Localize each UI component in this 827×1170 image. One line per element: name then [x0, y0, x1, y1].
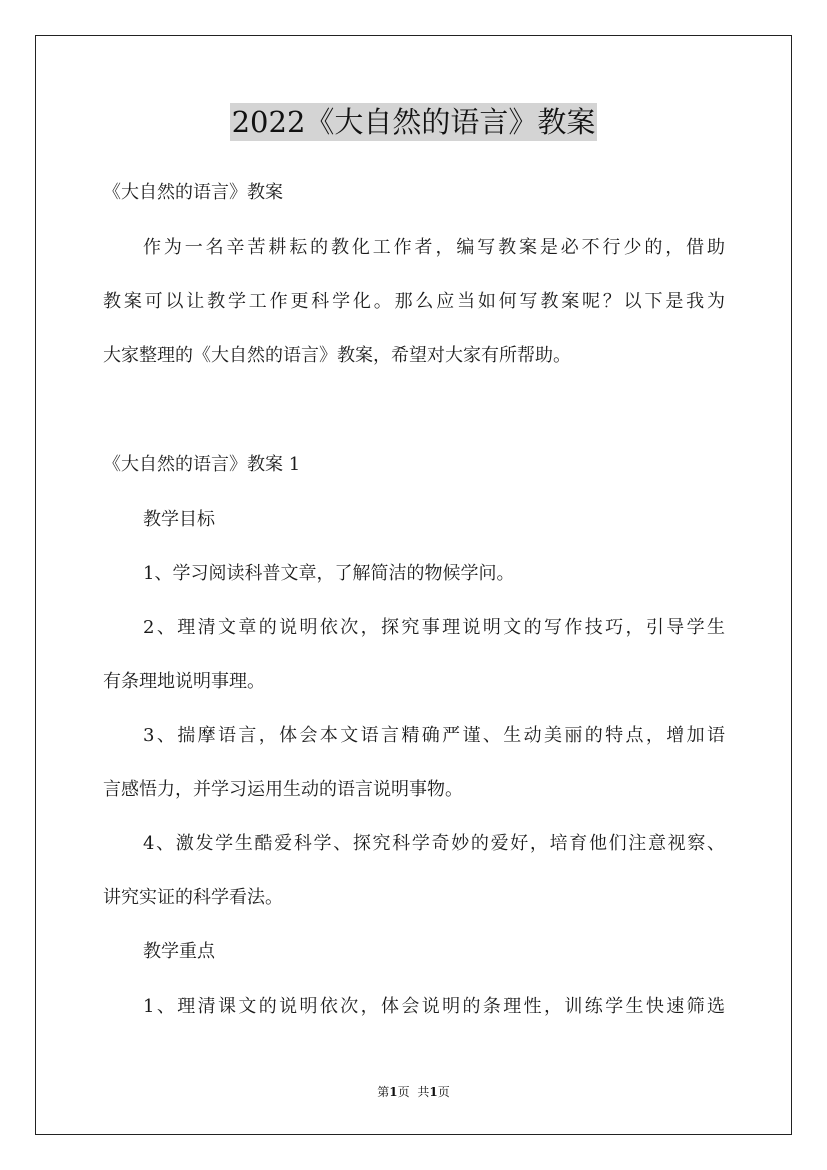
- footer-page-number: 1: [389, 1085, 398, 1099]
- document-subtitle: 《大自然的语言》教案: [103, 182, 283, 203]
- intro-line-1: 作为一名辛苦耕耘的教化工作者，编写教案是必不行少的，借助: [143, 237, 725, 258]
- intro-line-3: 大家整理的《大自然的语言》教案，希望对大家有所帮助。: [103, 345, 571, 366]
- goal-line-7: 讲究实证的科学看法。: [103, 887, 283, 908]
- document-title: 2022《大自然的语言》教案: [231, 105, 596, 139]
- intro-line-2: 教案可以让教学工作更科学化。那么应当如何写教案呢？以下是我为: [103, 291, 725, 312]
- footer-total-prefix: 共: [417, 1085, 430, 1099]
- footer-page-prefix: 第: [377, 1085, 390, 1099]
- goal-line-2: 2、理清文章的说明依次，探究事理说明文的写作技巧，引导学生: [143, 617, 725, 638]
- page-footer: [0, 1084, 827, 1100]
- goal-line-6: 4、激发学生酷爱科学、探究科学奇妙的爱好，培育他们注意视察、: [143, 833, 725, 854]
- title-container: [0, 103, 827, 141]
- footer-total-number: 1: [429, 1085, 438, 1099]
- goal-line-1: 1、学习阅读科普文章，了解简洁的物候学问。: [143, 563, 515, 584]
- footer-total-suffix: 页: [437, 1085, 450, 1099]
- section-heading: 《大自然的语言》教案 1: [103, 454, 301, 475]
- goal-line-3: 有条理地说明事理。: [103, 671, 265, 692]
- key-heading: 教学重点: [143, 941, 215, 962]
- goals-heading: 教学目标: [143, 509, 215, 530]
- goal-line-5: 言感悟力，并学习运用生动的语言说明事物。: [103, 779, 463, 800]
- goal-line-4: 3、揣摩语言，体会本文语言精确严谨、生动美丽的特点，增加语: [143, 725, 725, 746]
- key-point-line-1: 1、理清课文的说明依次，体会说明的条理性，训练学生快速筛选: [143, 996, 725, 1017]
- footer-page-suffix: 页: [397, 1085, 410, 1099]
